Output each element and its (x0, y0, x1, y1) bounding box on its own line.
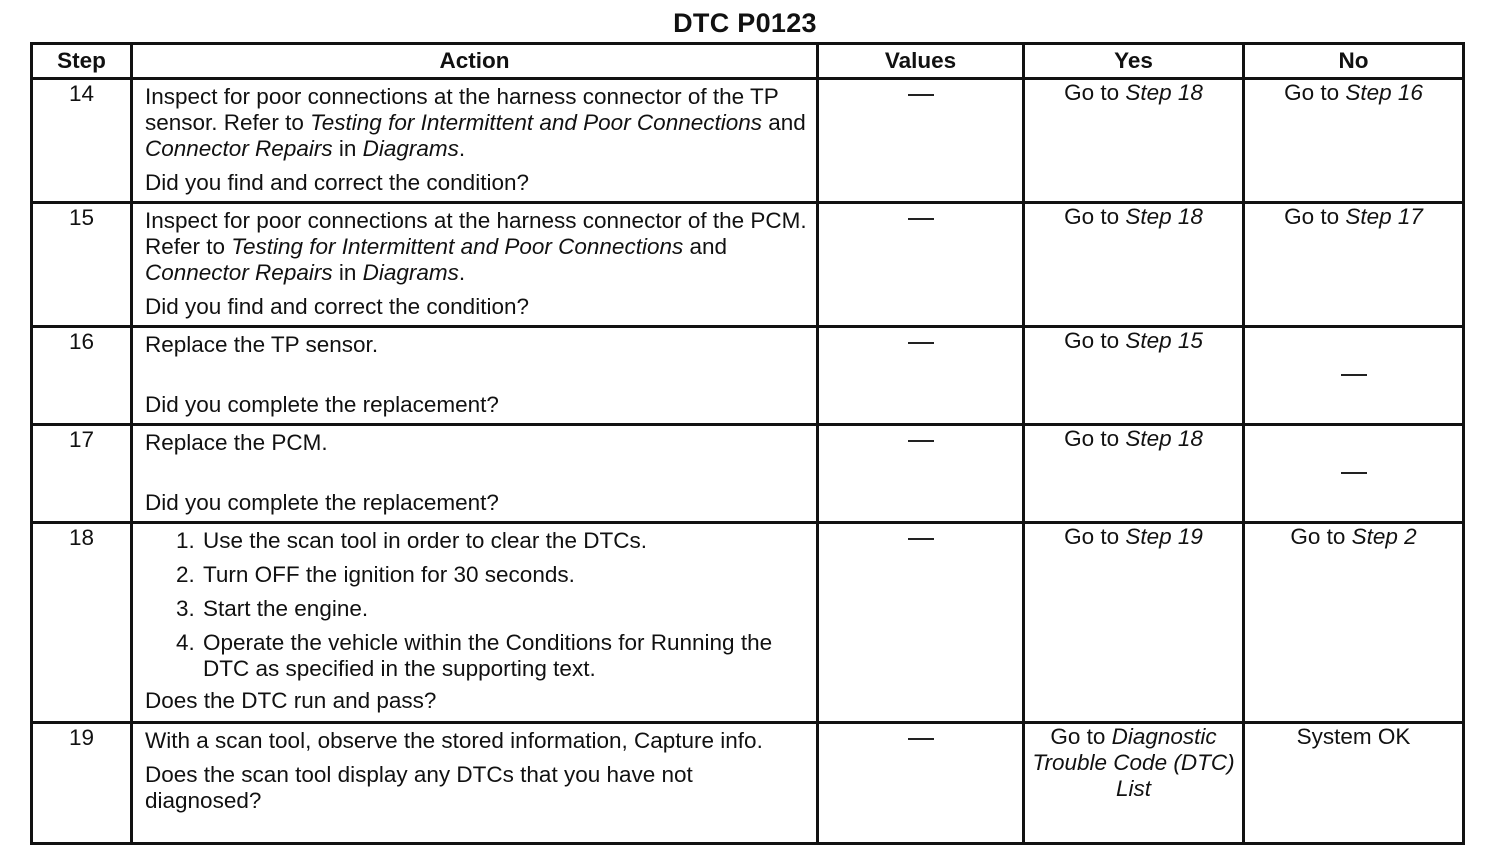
header-row (32, 44, 1464, 79)
dash-mark (908, 218, 934, 220)
yes-cell (1024, 327, 1244, 425)
table-row (32, 79, 1464, 203)
goto-prefix: Go to (1064, 80, 1126, 105)
table-row (32, 723, 1464, 844)
action-text: . (458, 136, 466, 161)
goto-prefix: Go to (1050, 724, 1112, 749)
action-instruction: Replace the TP sensor. (145, 332, 379, 357)
reference-link: Diagrams (362, 260, 459, 285)
action-cell (132, 723, 818, 844)
action-instruction: Replace the PCM. (145, 430, 328, 455)
reference-link: Testing for Intermittent and Poor Connections (310, 110, 763, 135)
no-cell (1244, 425, 1464, 523)
goto-step: Step 18 (1125, 426, 1203, 451)
step-number: 14 (32, 79, 132, 203)
step-number: 17 (32, 425, 132, 523)
dash-mark (908, 738, 934, 740)
step-number: 18 (32, 523, 132, 723)
values-cell (818, 723, 1024, 844)
page-title: DTC P0123 (673, 8, 817, 38)
step-number: 16 (32, 327, 132, 425)
values-cell (818, 203, 1024, 327)
action-text: and (683, 234, 728, 259)
goto-dtc-list: Diagnostic Trouble Code (DTC) List (1032, 724, 1235, 801)
goto-prefix: Go to (1064, 426, 1126, 451)
action-cell (132, 79, 818, 203)
table-row (32, 327, 1464, 425)
header-action: Action (132, 44, 818, 79)
action-text: in (332, 136, 363, 161)
action-text: Inspect for poor connections at the harness connector of the PCM. Refer to (145, 208, 807, 259)
diagnostic-table (30, 42, 1465, 845)
list-item: 4. Operate the vehicle within the Conditions for Running the DTC as specified in the supporting text. (201, 630, 808, 682)
dash-mark (908, 440, 934, 442)
goto-step: Step 2 (1351, 524, 1417, 549)
goto-prefix: Go to (1064, 524, 1126, 549)
yes-cell (1024, 523, 1244, 723)
list-item: 2. Turn OFF the ignition for 30 seconds. (201, 562, 808, 588)
action-question: Does the DTC run and pass? (145, 688, 437, 713)
values-cell (818, 79, 1024, 203)
yes-cell (1024, 79, 1244, 203)
no-cell (1244, 723, 1464, 844)
action-text: . (458, 260, 466, 285)
action-question: Did you complete the replacement? (145, 490, 499, 515)
dash-mark (1341, 472, 1367, 474)
no-cell (1244, 203, 1464, 327)
goto-prefix: Go to (1290, 524, 1352, 549)
dash-mark (908, 342, 934, 344)
action-cell (132, 425, 818, 523)
header-values: Values (818, 44, 1024, 79)
values-cell (818, 523, 1024, 723)
dash-mark (908, 538, 934, 540)
list-item: 3. Start the engine. (201, 596, 808, 622)
action-text: and (762, 110, 806, 135)
goto-prefix: Go to (1284, 204, 1346, 229)
action-instruction (145, 208, 808, 286)
values-cell (818, 327, 1024, 425)
action-question: Did you complete the replacement? (145, 392, 499, 417)
action-question: Did you find and correct the condition? (145, 170, 529, 195)
yes-cell (1024, 425, 1244, 523)
list-item: 1. Use the scan tool in order to clear the DTCs. (201, 528, 808, 554)
system-ok-text: System OK (1296, 724, 1411, 749)
goto-prefix: Go to (1284, 80, 1346, 105)
header-step: Step (32, 44, 132, 79)
reference-link: Connector Repairs (145, 136, 333, 161)
goto-step: Step 17 (1345, 204, 1423, 229)
no-cell (1244, 327, 1464, 425)
dash-mark (1341, 374, 1367, 376)
action-question: Does the scan tool display any DTCs that you have not diagnosed? (145, 762, 693, 813)
action-question: Did you find and correct the condition? (145, 294, 529, 319)
goto-step: Step 18 (1125, 204, 1203, 229)
yes-cell (1024, 203, 1244, 327)
yes-cell (1024, 723, 1244, 844)
action-text: in (332, 260, 363, 285)
action-instruction (145, 84, 808, 162)
step-number: 19 (32, 723, 132, 844)
goto-step: Step 18 (1125, 80, 1203, 105)
reference-link: Diagrams (362, 136, 459, 161)
action-text: Inspect for poor connections at the harness connector of the TP sensor. Refer to (145, 84, 779, 135)
action-cell (132, 203, 818, 327)
procedure-list (145, 528, 808, 682)
goto-step: Step 16 (1345, 80, 1423, 105)
values-cell (818, 425, 1024, 523)
reference-link: Testing for Intermittent and Poor Connections (231, 234, 684, 259)
header-no: No (1244, 44, 1464, 79)
step-number: 15 (32, 203, 132, 327)
action-cell (132, 327, 818, 425)
action-cell (132, 523, 818, 723)
reference-link: Connector Repairs (145, 260, 333, 285)
goto-prefix: Go to (1064, 204, 1126, 229)
table-row (32, 203, 1464, 327)
no-cell (1244, 523, 1464, 723)
no-cell (1244, 79, 1464, 203)
dash-mark (908, 94, 934, 96)
table-row (32, 523, 1464, 723)
action-instruction: With a scan tool, observe the stored information, Capture info. (145, 728, 763, 753)
goto-prefix: Go to (1064, 328, 1126, 353)
table-row (32, 425, 1464, 523)
header-yes: Yes (1024, 44, 1244, 79)
goto-step: Step 19 (1125, 524, 1203, 549)
goto-step: Step 15 (1125, 328, 1203, 353)
